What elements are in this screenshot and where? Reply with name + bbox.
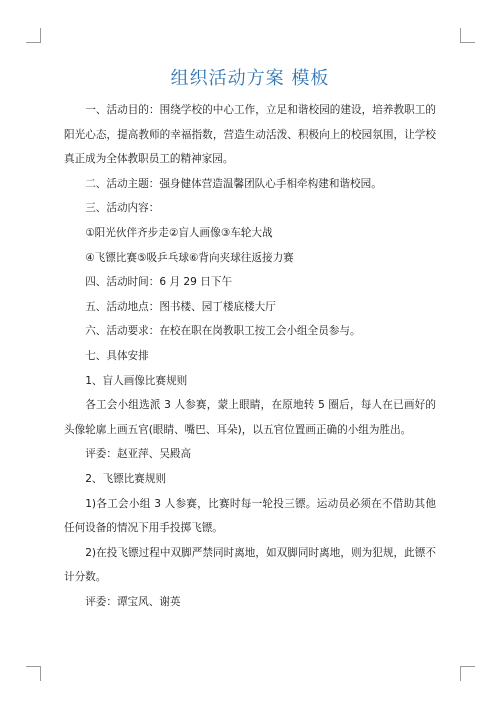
paragraph-darts-rule-1: 1)各工会小组 3 人参赛，比赛时每一轮投三镖。运动员必须在不借助其他任何设备的情况下用手投掷飞镖。 <box>64 497 436 535</box>
corner-mark-bottom-left <box>26 666 41 681</box>
paragraph-content-items-1: ①阳光伙伴齐步走②盲人画像③车轮大战 <box>85 226 273 239</box>
corner-mark-bottom-right <box>460 666 475 681</box>
paragraph-requirements: 六、活动要求：在校在职在岗教职工按工会小组全员参与。 <box>85 325 361 338</box>
document-title: 组织活动方案 模板 <box>170 68 330 89</box>
paragraph-content-items-2: ④飞镖比赛⑤吸乒乓球⑥背向夹球往返接力赛 <box>85 251 294 264</box>
paragraph-judges-1: 评委：赵亚萍、吴殿高 <box>85 448 192 461</box>
paragraph-judges-2: 评委：谭宝风、谢英 <box>85 595 181 608</box>
document-body <box>64 98 436 614</box>
paragraph-darts-heading: 2、飞镖比赛规则 <box>85 472 167 485</box>
corner-mark-top-left <box>26 28 41 43</box>
paragraph-blind-portrait-heading: 1、盲人画像比赛规则 <box>85 374 188 387</box>
paragraph-arrangement-heading: 七、具体安排 <box>85 349 149 362</box>
paragraph-purpose: 一、活动目的：围绕学校的中心工作，立足和谐校园的建设，培养教职工的阳光心态，提高教师的幸福指数，营造生动活泼、积极向上的校园氛围，让学校真正成为全体教职员工的精神家园。 <box>64 104 436 166</box>
paragraph-theme: 二、活动主题：强身健体营造温馨团队心手相牵构建和谐校园。 <box>85 177 382 190</box>
paragraph-blind-portrait-rules: 各工会小组选派 3 人参赛，蒙上眼睛，在原地转 5 圈后，每人在已画好的头像轮廓上画五官(眼睛、嘴巴、耳朵)，以五官位置画正确的小组为胜出。 <box>64 399 436 436</box>
paragraph-darts-rule-2: 2)在投飞镖过程中双脚严禁同时离地，如双脚同时离地，则为犯规，此镖不计分数。 <box>64 546 436 584</box>
corner-mark-top-right <box>460 28 475 43</box>
paragraph-content-heading: 三、活动内容： <box>85 202 160 215</box>
paragraph-time: 四、活动时间：6 月 29 日下午 <box>85 276 233 289</box>
paragraph-location: 五、活动地点：图书楼、园丁楼底楼大厅 <box>85 300 276 313</box>
